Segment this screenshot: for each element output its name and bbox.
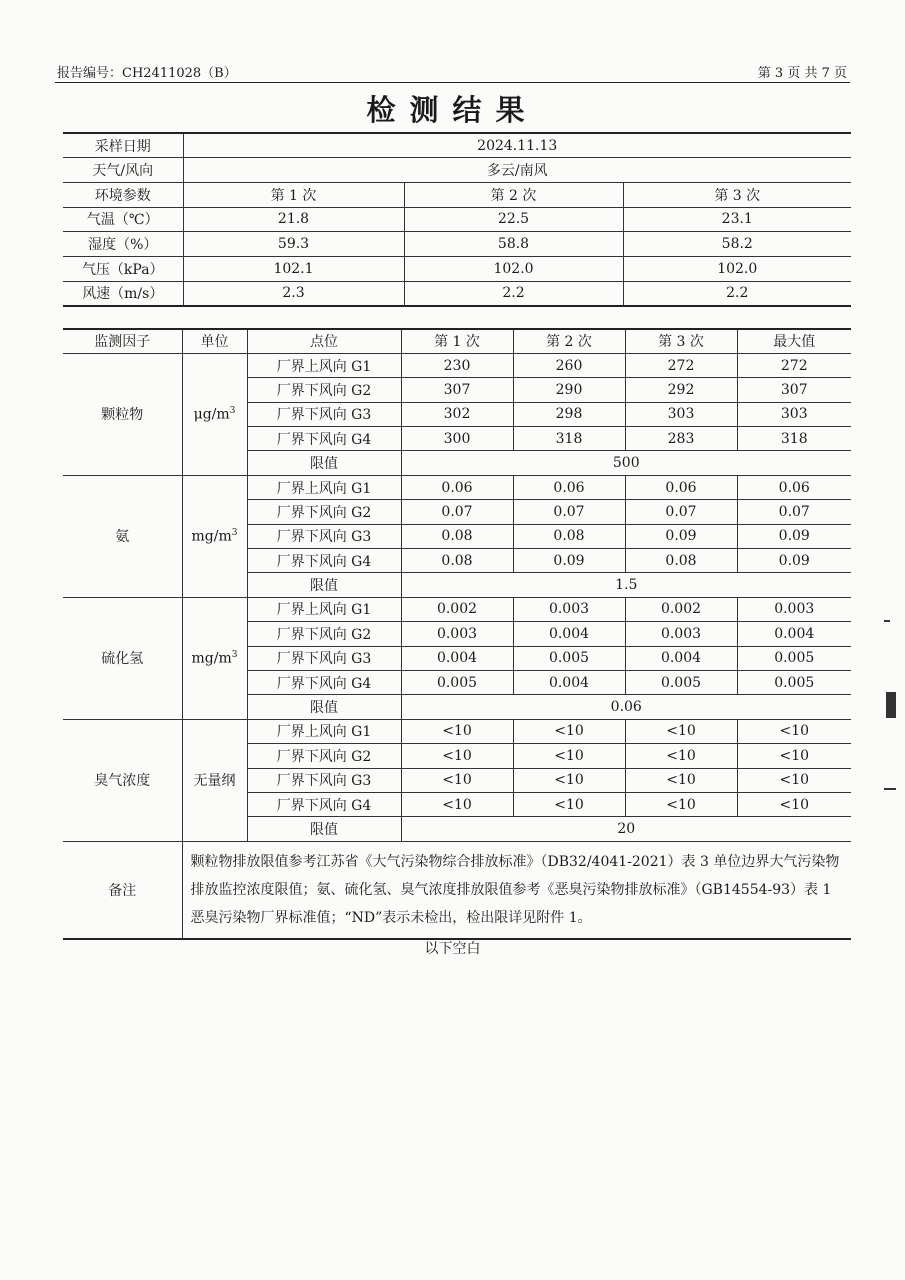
header-run: 第 2 次 [513, 329, 625, 353]
env-row [63, 207, 851, 232]
max-value-cell: 272 [737, 353, 851, 377]
value-cell: 0.06 [401, 475, 513, 499]
table-row [63, 719, 851, 743]
env-cell: 58.8 [404, 232, 623, 257]
value-cell: 0.005 [513, 646, 625, 670]
value-cell: 307 [401, 378, 513, 402]
env-weather-label: 天气/风向 [63, 158, 183, 183]
point-name: 厂界下风向 G3 [247, 646, 401, 670]
value-cell: 0.08 [401, 549, 513, 573]
env-run-header: 第 1 次 [183, 182, 404, 207]
value-cell: 0.003 [513, 597, 625, 621]
value-cell: 0.005 [401, 670, 513, 694]
env-row-label: 气温（℃） [63, 207, 183, 232]
max-value-cell: 0.09 [737, 524, 851, 548]
env-cell: 21.8 [183, 207, 404, 232]
scan-edge-mark [884, 788, 896, 790]
factor-name: 氨 [63, 475, 182, 597]
point-name: 厂界上风向 G1 [247, 597, 401, 621]
env-cell: 2.2 [404, 281, 623, 306]
env-row [63, 232, 851, 257]
footer-note: 以下空白 [424, 941, 481, 957]
env-run-header: 第 2 次 [404, 182, 623, 207]
max-value-cell: 0.06 [737, 475, 851, 499]
unit-text: μg/m [193, 406, 230, 423]
monitoring-header-row [63, 329, 851, 353]
value-cell: 0.002 [625, 597, 737, 621]
env-row-label: 气压（kPa） [63, 256, 183, 281]
env-row-label: 风速（m/s） [63, 281, 183, 306]
env-cell: 102.0 [404, 256, 623, 281]
value-cell: 0.004 [513, 670, 625, 694]
env-cell: 23.1 [623, 207, 851, 232]
value-cell: 283 [625, 427, 737, 451]
value-cell: 0.06 [513, 475, 625, 499]
unit-superscript: 3 [229, 406, 236, 417]
factor-name: 硫化氢 [63, 597, 182, 719]
value-cell: 302 [401, 402, 513, 426]
max-value-cell: 0.003 [737, 597, 851, 621]
max-value-cell: <10 [737, 719, 851, 743]
value-cell: 318 [513, 427, 625, 451]
point-name: 厂界下风向 G4 [247, 549, 401, 573]
value-cell: <10 [513, 744, 625, 768]
point-name: 厂界下风向 G2 [247, 378, 401, 402]
env-cell: 102.0 [623, 256, 851, 281]
value-cell: <10 [513, 768, 625, 792]
value-cell: 0.07 [401, 500, 513, 524]
value-cell: 0.004 [625, 646, 737, 670]
unit-text: 无量纲 [193, 773, 236, 790]
value-cell: 0.09 [625, 524, 737, 548]
value-cell: <10 [401, 719, 513, 743]
value-cell: <10 [401, 792, 513, 816]
value-cell: 0.005 [625, 670, 737, 694]
header-run: 第 3 次 [625, 329, 737, 353]
point-name: 厂界下风向 G3 [247, 402, 401, 426]
unit-text: mg/m [191, 650, 232, 667]
unit-cell [182, 353, 247, 475]
env-cell: 22.5 [404, 207, 623, 232]
remark-text: 颗粒物排放限值参考江苏省《大气污染物综合排放标准》（DB32/4041-2021）表 3 单位边界大气污染物排放监控浓度限值；氨、硫化氢、臭气浓度排放限值参考《恶臭污染物排放标准》（GB14554-93）表 1 恶臭污染物厂界标准值；“ND”表示未检出，检出限详见附件 1。 [182, 841, 851, 939]
point-name: 厂界下风向 G2 [247, 744, 401, 768]
value-cell: 290 [513, 378, 625, 402]
value-cell: <10 [513, 792, 625, 816]
unit-cell [182, 719, 247, 841]
point-name: 厂界上风向 G1 [247, 475, 401, 499]
env-row [63, 256, 851, 281]
point-name: 厂界下风向 G2 [247, 622, 401, 646]
page-title: 检测结果 [366, 93, 539, 127]
monitoring-table [63, 328, 851, 940]
point-name: 厂界下风向 G4 [247, 792, 401, 816]
value-cell: 0.004 [513, 622, 625, 646]
point-name: 厂界上风向 G1 [247, 719, 401, 743]
max-value-cell: 0.07 [737, 500, 851, 524]
value-cell: 272 [625, 353, 737, 377]
point-name: 厂界下风向 G3 [247, 768, 401, 792]
max-value-cell: <10 [737, 768, 851, 792]
scan-edge-mark [886, 692, 896, 718]
env-params-label: 环境参数 [63, 182, 183, 207]
environment-table [63, 132, 851, 307]
value-cell: 0.003 [625, 622, 737, 646]
point-name: 厂界上风向 G1 [247, 353, 401, 377]
value-cell: 0.08 [401, 524, 513, 548]
env-cell: 58.2 [623, 232, 851, 257]
factor-name: 颗粒物 [63, 353, 182, 475]
value-cell: 0.08 [625, 549, 737, 573]
remark-label: 备注 [63, 841, 182, 939]
value-cell: 292 [625, 378, 737, 402]
limit-value: 500 [401, 451, 851, 475]
value-cell: 0.06 [625, 475, 737, 499]
limit-label: 限值 [247, 451, 401, 475]
table-row [63, 353, 851, 377]
limit-value: 20 [401, 817, 851, 841]
value-cell: 260 [513, 353, 625, 377]
max-value-cell: 307 [737, 378, 851, 402]
value-cell: 0.08 [513, 524, 625, 548]
value-cell: <10 [625, 768, 737, 792]
remark-row [63, 841, 851, 939]
header-run: 第 1 次 [401, 329, 513, 353]
value-cell: <10 [625, 744, 737, 768]
max-value-cell: 0.005 [737, 670, 851, 694]
header-factor: 监测因子 [63, 329, 182, 353]
max-value-cell: 0.004 [737, 622, 851, 646]
limit-label: 限值 [247, 817, 401, 841]
point-name: 厂界下风向 G4 [247, 427, 401, 451]
value-cell: 303 [625, 402, 737, 426]
value-cell: 230 [401, 353, 513, 377]
env-row-label: 湿度（%） [63, 232, 183, 257]
header-max: 最大值 [737, 329, 851, 353]
value-cell: 0.07 [625, 500, 737, 524]
unit-cell [182, 475, 247, 597]
max-value-cell: 0.005 [737, 646, 851, 670]
value-cell: <10 [625, 792, 737, 816]
value-cell: <10 [401, 768, 513, 792]
unit-superscript: 3 [231, 649, 238, 660]
unit-text: mg/m [191, 528, 232, 545]
value-cell: 0.07 [513, 500, 625, 524]
point-name: 厂界下风向 G2 [247, 500, 401, 524]
env-cell: 59.3 [183, 232, 404, 257]
limit-label: 限值 [247, 695, 401, 719]
header-unit: 单位 [182, 329, 247, 353]
max-value-cell: <10 [737, 744, 851, 768]
value-cell: <10 [625, 719, 737, 743]
max-value-cell: <10 [737, 792, 851, 816]
point-name: 厂界下风向 G3 [247, 524, 401, 548]
factor-name: 臭气浓度 [63, 719, 182, 841]
env-cell: 2.2 [623, 281, 851, 306]
env-date-label: 采样日期 [63, 133, 183, 158]
value-cell: 298 [513, 402, 625, 426]
env-cell: 102.1 [183, 256, 404, 281]
value-cell: 0.003 [401, 622, 513, 646]
value-cell: 0.002 [401, 597, 513, 621]
unit-cell [182, 597, 247, 719]
unit-superscript: 3 [231, 527, 238, 538]
max-value-cell: 303 [737, 402, 851, 426]
env-run-header: 第 3 次 [623, 182, 851, 207]
max-value-cell: 318 [737, 427, 851, 451]
limit-label: 限值 [247, 573, 401, 597]
table-row [63, 475, 851, 499]
page-info: 第 3 页 共 7 页 [757, 66, 847, 81]
env-date-value: 2024.11.13 [183, 133, 851, 158]
limit-value: 1.5 [401, 573, 851, 597]
max-value-cell: 0.09 [737, 549, 851, 573]
header-point: 点位 [247, 329, 401, 353]
value-cell: <10 [401, 744, 513, 768]
limit-value: 0.06 [401, 695, 851, 719]
env-cell: 2.3 [183, 281, 404, 306]
report-number: 报告编号：CH2411028（B） [57, 66, 237, 81]
scan-edge-mark [884, 620, 890, 622]
header-divider [55, 82, 850, 83]
env-weather-value: 多云/南风 [183, 158, 851, 183]
value-cell: 300 [401, 427, 513, 451]
value-cell: 0.09 [513, 549, 625, 573]
value-cell: <10 [513, 719, 625, 743]
value-cell: 0.004 [401, 646, 513, 670]
table-row [63, 597, 851, 621]
env-row [63, 281, 851, 306]
point-name: 厂界下风向 G4 [247, 670, 401, 694]
